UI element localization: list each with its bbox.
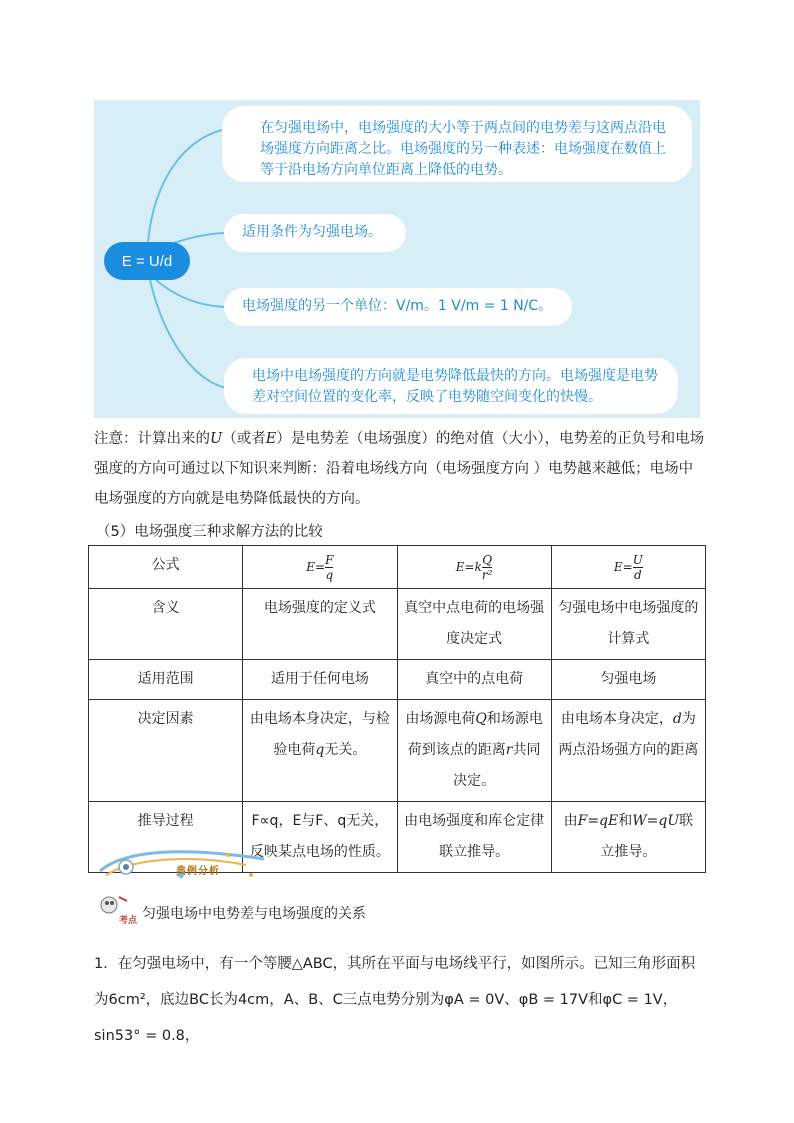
table-row-meaning <box>89 589 706 660</box>
row-header-derivation: 推导过程 <box>89 802 243 873</box>
cell-text: 和 <box>618 813 633 829</box>
cell-var: r <box>505 742 513 758</box>
formula-3-den: d <box>633 567 642 582</box>
formula-definition <box>243 546 397 589</box>
formula-2-fraction <box>482 553 493 582</box>
cell-var: Q <box>475 711 487 727</box>
cell-text: 为两点沿场强方向的距离 <box>558 711 699 758</box>
formula-1-den: q <box>325 567 334 582</box>
row-header-formula: 公式 <box>89 546 243 589</box>
example-analysis-label: 典例分析 <box>176 866 220 877</box>
note-text-2: （或者 <box>222 431 266 447</box>
table-cell <box>243 700 397 802</box>
key-point-title: 匀强电场中电势差与电场强度的关系 <box>142 906 366 922</box>
formula-3-fraction <box>633 553 643 582</box>
key-point-icon-text: 考点 <box>119 916 138 926</box>
cell-text: 由电场本身决定，与检验电荷 <box>249 711 390 758</box>
formula-2-den: r² <box>481 567 493 582</box>
connector-4 <box>150 280 226 388</box>
comparison-table <box>88 545 706 873</box>
cell-text: 和场源电荷到该点的距离 <box>407 711 543 758</box>
note-var-u: U <box>210 431 223 447</box>
table-cell: 匀强电场 <box>551 660 705 700</box>
formula-1-num: F <box>325 552 334 567</box>
cell-formula: F=qE <box>577 813 619 829</box>
table-cell: 由电场强度和库仑定律联立推导。 <box>397 802 551 873</box>
table-cell <box>551 802 705 873</box>
cell-text: 无关。 <box>324 742 367 758</box>
table-cell <box>551 700 705 802</box>
cell-text: 由电场本身决定， <box>560 711 673 727</box>
table-row-formula <box>89 546 706 589</box>
mind-map-center: E = U/d <box>104 242 190 280</box>
cell-text: 联立推导。 <box>600 813 694 860</box>
formula-3-lhs: E= <box>613 560 633 574</box>
cell-var: d <box>672 711 682 727</box>
connector-1 <box>148 130 222 242</box>
cell-text: 由场源电荷 <box>405 711 476 727</box>
formula-1-fraction <box>325 553 333 582</box>
note-text-3: ）是电势差（电场强度）的绝对值（大小），电势差的正负号和电场强度的方向可通过以下知识来判断：沿着电场线方向（电场强度方向 ）电势越来越低；电场中电场强度的方向就是电势降低最快的方向。 <box>94 431 705 507</box>
cell-text: 共同决定。 <box>453 742 541 789</box>
table-cell: 匀强电场中电场强度的计算式 <box>551 589 705 660</box>
mind-map-node-unit: 电场强度的另一个单位：V/m。1 V/m = 1 N/C。 <box>224 288 572 326</box>
table-cell <box>397 700 551 802</box>
question-1-text: 1．在匀强电场中，有一个等腰△ABC，其所在平面与电场线平行，如图所示。已知三角形面积为6cm²，底边BC长为4cm，A、B、C三点电势分别为φA = 0V、φB = 17V和φC = 1V，sin53° = 0.8， <box>94 956 696 1044</box>
mind-map <box>94 100 700 418</box>
note-var-e: E <box>265 431 277 447</box>
mind-map-node-condition: 适用条件为匀强电场。 <box>224 214 406 252</box>
formula-2-lhs: E=k <box>455 560 482 574</box>
mind-map-node-definition: 在匀强电场中，电场强度的大小等于两点间的电势差与这两点沿电场强度方向距离之比。电场强度的另一种表述：电场强度在数值上等于沿电场方向单位距离上降低的电势。 <box>222 106 692 182</box>
row-header-meaning: 含义 <box>89 589 243 660</box>
table-cell: 真空中点电荷的电场强度决定式 <box>397 589 551 660</box>
cell-text: 由 <box>563 813 578 829</box>
formula-uniform-field <box>551 546 705 589</box>
formula-3-num: U <box>632 552 643 567</box>
cell-var: q <box>315 742 325 758</box>
section-heading-5: （5）电场强度三种求解方法的比较 <box>96 524 323 540</box>
note-paragraph <box>94 424 706 514</box>
connector-3 <box>156 280 224 307</box>
key-point-icon <box>97 893 143 929</box>
formula-point-charge <box>397 546 551 589</box>
cell-formula: W=qU <box>632 813 680 829</box>
table-cell: 适用于任何电场 <box>243 660 397 700</box>
connector-2 <box>174 233 224 243</box>
note-text-1: 注意：计算出来的 <box>94 431 210 447</box>
table-cell: 电场强度的定义式 <box>243 589 397 660</box>
formula-2-num: Q <box>482 552 493 567</box>
row-header-scope: 适用范围 <box>89 660 243 700</box>
table-cell: 真空中的点电荷 <box>397 660 551 700</box>
mind-map-node-direction: 电场中电场强度的方向就是电势降低最快的方向。电场强度是电势差对空间位置的变化率，反映了电势随空间变化的快慢。 <box>224 358 678 414</box>
row-header-factors: 决定因素 <box>89 700 243 802</box>
table-cell: F∝q，E与F、q无关，反映某点电场的性质。 <box>243 802 397 873</box>
table-row-scope <box>89 660 706 700</box>
formula-1-lhs: E= <box>306 560 326 574</box>
table-row-factors <box>89 700 706 802</box>
